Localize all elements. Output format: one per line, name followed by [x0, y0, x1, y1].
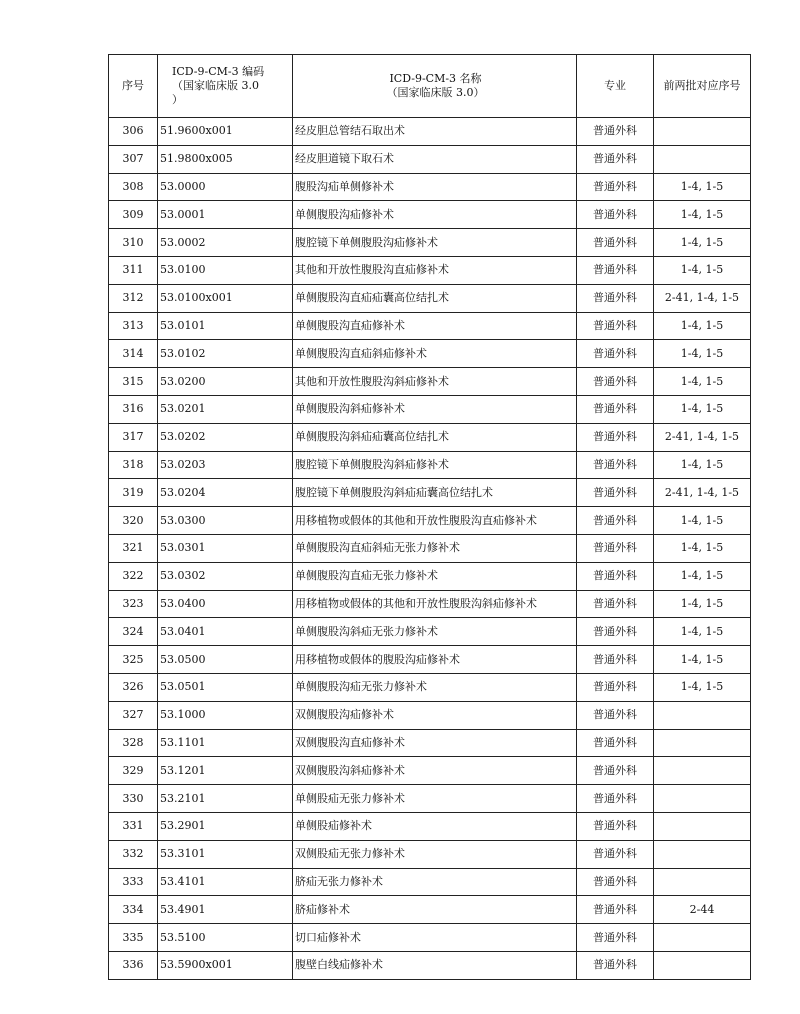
cell-seq: 332	[109, 840, 158, 868]
cell-seq: 314	[109, 340, 158, 368]
cell-name: 用移植物或假体的其他和开放性腹股沟斜疝修补术	[293, 590, 577, 618]
cell-seq: 329	[109, 757, 158, 785]
table-row	[109, 534, 751, 562]
header-code	[158, 55, 293, 118]
table-row	[109, 646, 751, 674]
cell-prev: 1-4, 1-5	[654, 673, 751, 701]
cell-name: 其他和开放性腹股沟斜疝修补术	[293, 368, 577, 396]
header-code-line3: ）	[172, 93, 183, 106]
cell-seq: 310	[109, 229, 158, 257]
cell-seq: 312	[109, 284, 158, 312]
cell-name: 腹腔镜下单侧腹股沟斜疝疝囊高位结扎术	[293, 479, 577, 507]
cell-prev: 1-4, 1-5	[654, 534, 751, 562]
table-row	[109, 451, 751, 479]
cell-code: 53.0201	[158, 395, 293, 423]
cell-seq: 320	[109, 507, 158, 535]
cell-code: 53.0300	[158, 507, 293, 535]
table-row	[109, 312, 751, 340]
cell-name: 单侧腹股沟疝修补术	[293, 201, 577, 229]
cell-code: 53.0203	[158, 451, 293, 479]
cell-code: 53.0401	[158, 618, 293, 646]
cell-code: 53.5900x001	[158, 951, 293, 979]
cell-code: 53.0400	[158, 590, 293, 618]
cell-specialty: 普通外科	[577, 840, 654, 868]
cell-name: 用移植物或假体的其他和开放性腹股沟直疝修补术	[293, 507, 577, 535]
cell-name: 单侧腹股沟直疝斜疝无张力修补术	[293, 534, 577, 562]
cell-prev: 1-4, 1-5	[654, 395, 751, 423]
table-row	[109, 173, 751, 201]
cell-name: 其他和开放性腹股沟直疝修补术	[293, 256, 577, 284]
cell-seq: 319	[109, 479, 158, 507]
table-row	[109, 118, 751, 146]
cell-name: 单侧腹股沟直疝修补术	[293, 312, 577, 340]
header-name-line1: ICD-9-CM-3 名称	[389, 72, 482, 85]
cell-specialty: 普通外科	[577, 868, 654, 896]
cell-name: 双侧腹股沟斜疝修补术	[293, 757, 577, 785]
cell-name: 切口疝修补术	[293, 924, 577, 952]
table-row	[109, 145, 751, 173]
cell-name: 腹壁白线疝修补术	[293, 951, 577, 979]
cell-specialty: 普通外科	[577, 562, 654, 590]
cell-specialty: 普通外科	[577, 729, 654, 757]
cell-seq: 322	[109, 562, 158, 590]
cell-seq: 316	[109, 395, 158, 423]
procedure-table	[108, 54, 751, 980]
table-body	[109, 118, 751, 980]
cell-prev	[654, 701, 751, 729]
header-code-line1: ICD-9-CM-3 编码	[172, 65, 265, 78]
table-row	[109, 757, 751, 785]
cell-prev: 1-4, 1-5	[654, 618, 751, 646]
cell-name: 用移植物或假体的腹股沟疝修补术	[293, 646, 577, 674]
cell-seq: 328	[109, 729, 158, 757]
cell-specialty: 普通外科	[577, 673, 654, 701]
cell-specialty: 普通外科	[577, 924, 654, 952]
table-row	[109, 868, 751, 896]
table-row	[109, 229, 751, 257]
cell-seq: 335	[109, 924, 158, 952]
table-row	[109, 924, 751, 952]
cell-code: 53.0204	[158, 479, 293, 507]
cell-prev: 1-4, 1-5	[654, 451, 751, 479]
cell-specialty: 普通外科	[577, 173, 654, 201]
cell-specialty: 普通外科	[577, 201, 654, 229]
cell-code: 53.4101	[158, 868, 293, 896]
cell-code: 53.1201	[158, 757, 293, 785]
cell-prev: 2-41, 1-4, 1-5	[654, 284, 751, 312]
cell-prev: 2-41, 1-4, 1-5	[654, 423, 751, 451]
cell-name: 单侧腹股沟直疝无张力修补术	[293, 562, 577, 590]
cell-seq: 315	[109, 368, 158, 396]
table-row	[109, 951, 751, 979]
cell-code: 53.0501	[158, 673, 293, 701]
cell-specialty: 普通外科	[577, 395, 654, 423]
cell-code: 53.0001	[158, 201, 293, 229]
cell-specialty: 普通外科	[577, 256, 654, 284]
cell-name: 经皮胆总管结石取出术	[293, 118, 577, 146]
cell-code: 53.1101	[158, 729, 293, 757]
cell-name: 双侧股疝无张力修补术	[293, 840, 577, 868]
cell-specialty: 普通外科	[577, 646, 654, 674]
cell-prev	[654, 868, 751, 896]
cell-code: 53.0500	[158, 646, 293, 674]
cell-name: 腹股沟疝单侧修补术	[293, 173, 577, 201]
cell-prev	[654, 785, 751, 813]
cell-prev: 1-4, 1-5	[654, 173, 751, 201]
cell-code: 53.5100	[158, 924, 293, 952]
cell-prev: 1-4, 1-5	[654, 312, 751, 340]
cell-prev: 2-44	[654, 896, 751, 924]
cell-name: 经皮胆道镜下取石术	[293, 145, 577, 173]
cell-code: 53.0002	[158, 229, 293, 257]
table-row	[109, 729, 751, 757]
cell-name: 脐疝无张力修补术	[293, 868, 577, 896]
cell-prev	[654, 145, 751, 173]
cell-code: 53.0202	[158, 423, 293, 451]
cell-seq: 323	[109, 590, 158, 618]
cell-prev: 2-41, 1-4, 1-5	[654, 479, 751, 507]
cell-code: 51.9600x001	[158, 118, 293, 146]
cell-code: 53.0100	[158, 256, 293, 284]
cell-seq: 321	[109, 534, 158, 562]
table-row	[109, 896, 751, 924]
cell-seq: 333	[109, 868, 158, 896]
cell-prev	[654, 729, 751, 757]
table-row	[109, 479, 751, 507]
cell-specialty: 普通外科	[577, 701, 654, 729]
cell-specialty: 普通外科	[577, 312, 654, 340]
cell-prev: 1-4, 1-5	[654, 340, 751, 368]
cell-specialty: 普通外科	[577, 951, 654, 979]
table-row	[109, 368, 751, 396]
cell-name: 单侧腹股沟直疝疝囊高位结扎术	[293, 284, 577, 312]
cell-name: 腹腔镜下单侧腹股沟斜疝修补术	[293, 451, 577, 479]
table-row	[109, 618, 751, 646]
cell-code: 53.0101	[158, 312, 293, 340]
cell-prev: 1-4, 1-5	[654, 368, 751, 396]
cell-specialty: 普通外科	[577, 534, 654, 562]
cell-specialty: 普通外科	[577, 785, 654, 813]
cell-code: 53.0200	[158, 368, 293, 396]
table-row	[109, 840, 751, 868]
cell-prev	[654, 840, 751, 868]
cell-code: 53.1000	[158, 701, 293, 729]
cell-prev: 1-4, 1-5	[654, 256, 751, 284]
cell-specialty: 普通外科	[577, 118, 654, 146]
cell-specialty: 普通外科	[577, 590, 654, 618]
header-specialty: 专业	[577, 55, 654, 118]
table-row	[109, 590, 751, 618]
cell-specialty: 普通外科	[577, 368, 654, 396]
cell-specialty: 普通外科	[577, 757, 654, 785]
cell-specialty: 普通外科	[577, 340, 654, 368]
cell-name: 单侧腹股沟直疝斜疝修补术	[293, 340, 577, 368]
table-row	[109, 201, 751, 229]
cell-prev	[654, 951, 751, 979]
cell-specialty: 普通外科	[577, 812, 654, 840]
cell-name: 双侧腹股沟疝修补术	[293, 701, 577, 729]
cell-code: 53.3101	[158, 840, 293, 868]
cell-seq: 311	[109, 256, 158, 284]
cell-specialty: 普通外科	[577, 618, 654, 646]
cell-code: 53.0301	[158, 534, 293, 562]
header-name	[293, 55, 577, 118]
cell-code: 51.9800x005	[158, 145, 293, 173]
cell-prev: 1-4, 1-5	[654, 229, 751, 257]
cell-name: 单侧腹股沟疝无张力修补术	[293, 673, 577, 701]
cell-seq: 318	[109, 451, 158, 479]
table-row	[109, 812, 751, 840]
cell-specialty: 普通外科	[577, 229, 654, 257]
cell-name: 单侧腹股沟斜疝修补术	[293, 395, 577, 423]
header-row	[109, 55, 751, 118]
cell-seq: 308	[109, 173, 158, 201]
cell-specialty: 普通外科	[577, 423, 654, 451]
cell-name: 单侧腹股沟斜疝无张力修补术	[293, 618, 577, 646]
cell-specialty: 普通外科	[577, 284, 654, 312]
cell-prev	[654, 812, 751, 840]
table-row	[109, 340, 751, 368]
cell-name: 单侧股疝修补术	[293, 812, 577, 840]
cell-name: 腹腔镜下单侧腹股沟疝修补术	[293, 229, 577, 257]
table-row	[109, 785, 751, 813]
cell-specialty: 普通外科	[577, 479, 654, 507]
cell-seq: 317	[109, 423, 158, 451]
cell-prev	[654, 757, 751, 785]
cell-name: 单侧腹股沟斜疝疝囊高位结扎术	[293, 423, 577, 451]
cell-prev: 1-4, 1-5	[654, 646, 751, 674]
table-row	[109, 256, 751, 284]
table-row	[109, 284, 751, 312]
cell-name: 双侧腹股沟直疝修补术	[293, 729, 577, 757]
cell-code: 53.2901	[158, 812, 293, 840]
header-seq: 序号	[109, 55, 158, 118]
cell-code: 53.0000	[158, 173, 293, 201]
cell-seq: 307	[109, 145, 158, 173]
cell-code: 53.2101	[158, 785, 293, 813]
cell-specialty: 普通外科	[577, 451, 654, 479]
cell-prev: 1-4, 1-5	[654, 201, 751, 229]
table-row	[109, 507, 751, 535]
table-row	[109, 395, 751, 423]
cell-name: 单侧股疝无张力修补术	[293, 785, 577, 813]
cell-specialty: 普通外科	[577, 145, 654, 173]
cell-seq: 306	[109, 118, 158, 146]
cell-specialty: 普通外科	[577, 896, 654, 924]
cell-seq: 324	[109, 618, 158, 646]
header-code-line2: （国家临床版 3.0	[172, 79, 259, 92]
cell-seq: 334	[109, 896, 158, 924]
table-row	[109, 673, 751, 701]
table-row	[109, 423, 751, 451]
cell-seq: 325	[109, 646, 158, 674]
cell-code: 53.0100x001	[158, 284, 293, 312]
cell-prev	[654, 924, 751, 952]
cell-seq: 327	[109, 701, 158, 729]
cell-prev: 1-4, 1-5	[654, 590, 751, 618]
table-header	[109, 55, 751, 118]
cell-seq: 326	[109, 673, 158, 701]
cell-seq: 330	[109, 785, 158, 813]
cell-prev: 1-4, 1-5	[654, 562, 751, 590]
cell-prev	[654, 118, 751, 146]
cell-seq: 309	[109, 201, 158, 229]
cell-seq: 336	[109, 951, 158, 979]
header-name-line2: （国家临床版 3.0）	[386, 86, 485, 99]
cell-specialty: 普通外科	[577, 507, 654, 535]
cell-seq: 313	[109, 312, 158, 340]
cell-code: 53.0302	[158, 562, 293, 590]
cell-name: 脐疝修补术	[293, 896, 577, 924]
cell-seq: 331	[109, 812, 158, 840]
header-prev: 前两批对应序号	[654, 55, 751, 118]
cell-prev: 1-4, 1-5	[654, 507, 751, 535]
cell-code: 53.0102	[158, 340, 293, 368]
table-row	[109, 701, 751, 729]
table-row	[109, 562, 751, 590]
cell-code: 53.4901	[158, 896, 293, 924]
